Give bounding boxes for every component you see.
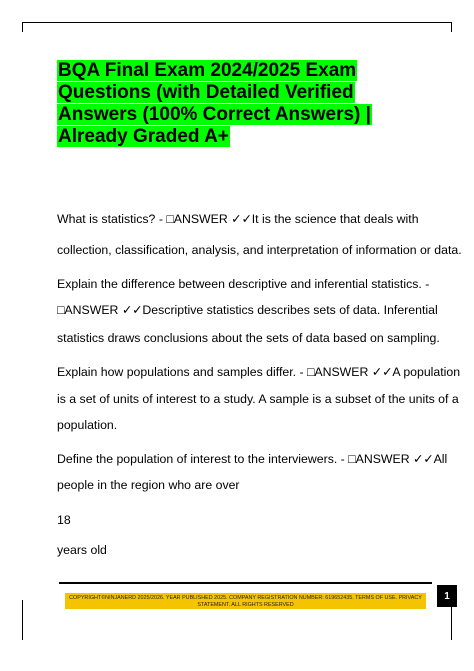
body-line-8: population. — [57, 418, 118, 432]
right-border — [451, 22, 452, 32]
document-title — [57, 60, 377, 148]
left-border — [22, 22, 23, 32]
body-line-11: 18 — [57, 513, 71, 527]
left-border-bottom — [22, 600, 23, 640]
body-line-3: Explain the difference between descriptive and inferential statistics. - — [57, 277, 430, 291]
top-rule — [22, 22, 452, 23]
page-number: 1 — [437, 585, 457, 607]
footer-copyright-text: COPYRIGHT©NINJANERD 2025/2026. YEAR PUBLISHED 2025. COMPANY REGISTRATION NUMBER: 619652435. TERMS OF USE. PRIVACY STATEMENT. ALL RIGHTS RESERVED — [69, 595, 422, 608]
body-line-5: statistics draws conclusions about the sets of data based on sampling. — [57, 331, 440, 345]
body-line-12: years old — [57, 543, 107, 557]
body-line-6: Explain how populations and samples differ. - □ANSWER ✓✓A population — [57, 365, 461, 379]
title-highlight: BQA Final Exam 2024/2025 Exam Questions (with Detailed Verified Answers (100% Correct Answers) | Already Graded A+ — [58, 60, 371, 147]
body-line-2: collection, classification, analysis, and interpretation of information or data. — [57, 243, 462, 257]
body-line-7: is a set of units of interest to a study. A sample is a subset of the units of a — [57, 392, 459, 406]
body-line-4: □ANSWER ✓✓Descriptive statistics describes sets of data. Inferential — [57, 303, 438, 317]
body-line-10: people in the region who are over — [57, 478, 240, 492]
page-footer — [59, 582, 432, 609]
body-line-1: What is statistics? - □ANSWER ✓✓It is the science that deals with — [57, 212, 419, 226]
body-line-9: Define the population of interest to the interviewers. - □ANSWER ✓✓All — [57, 452, 448, 466]
right-border-bottom — [451, 600, 452, 640]
